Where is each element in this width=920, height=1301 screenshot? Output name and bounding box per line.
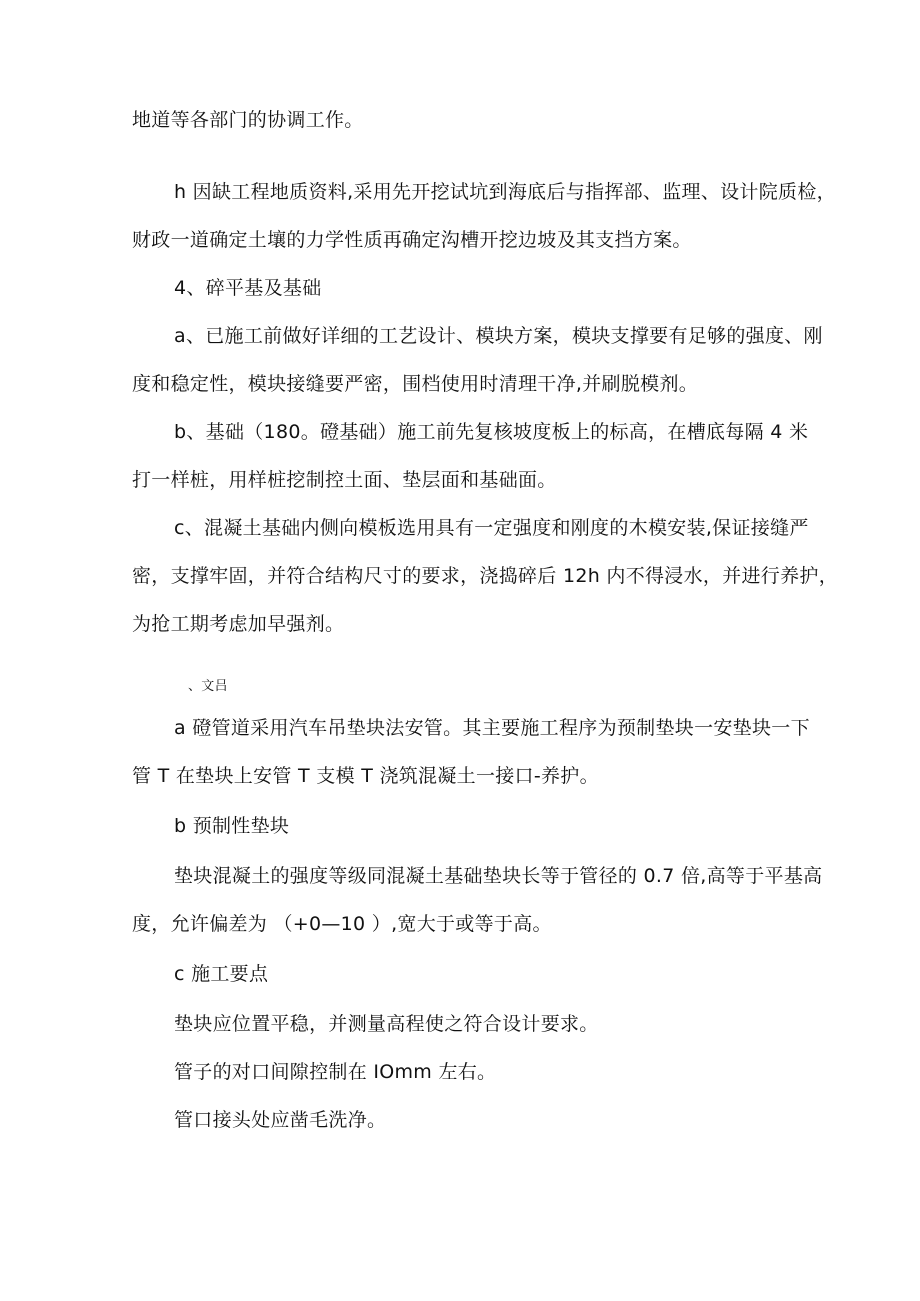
text-line-2: h 因缺工程地质资料,采用先开挖试坑到海底后与指挥部、监理、设计院质检，: [174, 181, 836, 203]
text-line-1: 地道等各部门的协调工作。: [132, 109, 364, 131]
text-line-17: 度，允许偏差为 （+0—10 ）,宽大于或等于高。: [132, 913, 552, 935]
text-line-20: 管子的对口间隙控制在 IOmm 左右。: [174, 1061, 497, 1083]
text-line-5: a、已施工前做好详细的工艺设计、模块方案，模块支撑要有足够的强度、刚: [174, 325, 823, 347]
text-line-11: 为抢工期考虑加早强剂。: [132, 613, 345, 635]
section-heading-4: 4、碎平基及基础: [174, 277, 322, 299]
text-line-21: 管口接头处应凿毛洗净。: [174, 1109, 387, 1131]
text-line-16: 垫块混凝土的强度等级同混凝土基础垫块长等于管径的 0.7 倍,高等于平基高: [174, 865, 823, 887]
text-line-14: 管 T 在垫块上安管 T 支模 T 浇筑混凝土一接口-养护。: [132, 765, 599, 787]
text-line-13: a 磴管道采用汽车吊垫块法安管。其主要施工程序为预制垫块一安垫块一下: [174, 717, 810, 739]
subheading-c: c 施工要点: [174, 963, 269, 985]
subheading-b: b 预制性垫块: [174, 815, 290, 837]
text-line-10: 密，支撑牢固，并符合结构尺寸的要求，浇捣碎后 12h 内不得浸水，并进行养护，: [132, 565, 838, 587]
text-line-7: b、基础（180。磴基础）施工前先复核坡度板上的标高，在槽底每隔 4 米: [174, 421, 809, 443]
text-line-6: 度和稳定性，模块接缝要严密，围档使用时清理干净,并刷脱模剂。: [132, 373, 699, 395]
text-line-19: 垫块应位置平稳，并测量高程使之符合设计要求。: [174, 1013, 599, 1035]
section-heading-small: 、文吕: [188, 679, 228, 694]
text-line-9: c、混凝土基础内侧向模板选用具有一定强度和刚度的木模安装,保证接缝严: [174, 517, 809, 539]
text-line-8: 打一样桩，用样桩挖制控土面、垫层面和基础面。: [132, 469, 557, 491]
text-line-3: 财政一道确定土壤的力学性质再确定沟槽开挖边坡及其支挡方案。: [132, 229, 692, 251]
